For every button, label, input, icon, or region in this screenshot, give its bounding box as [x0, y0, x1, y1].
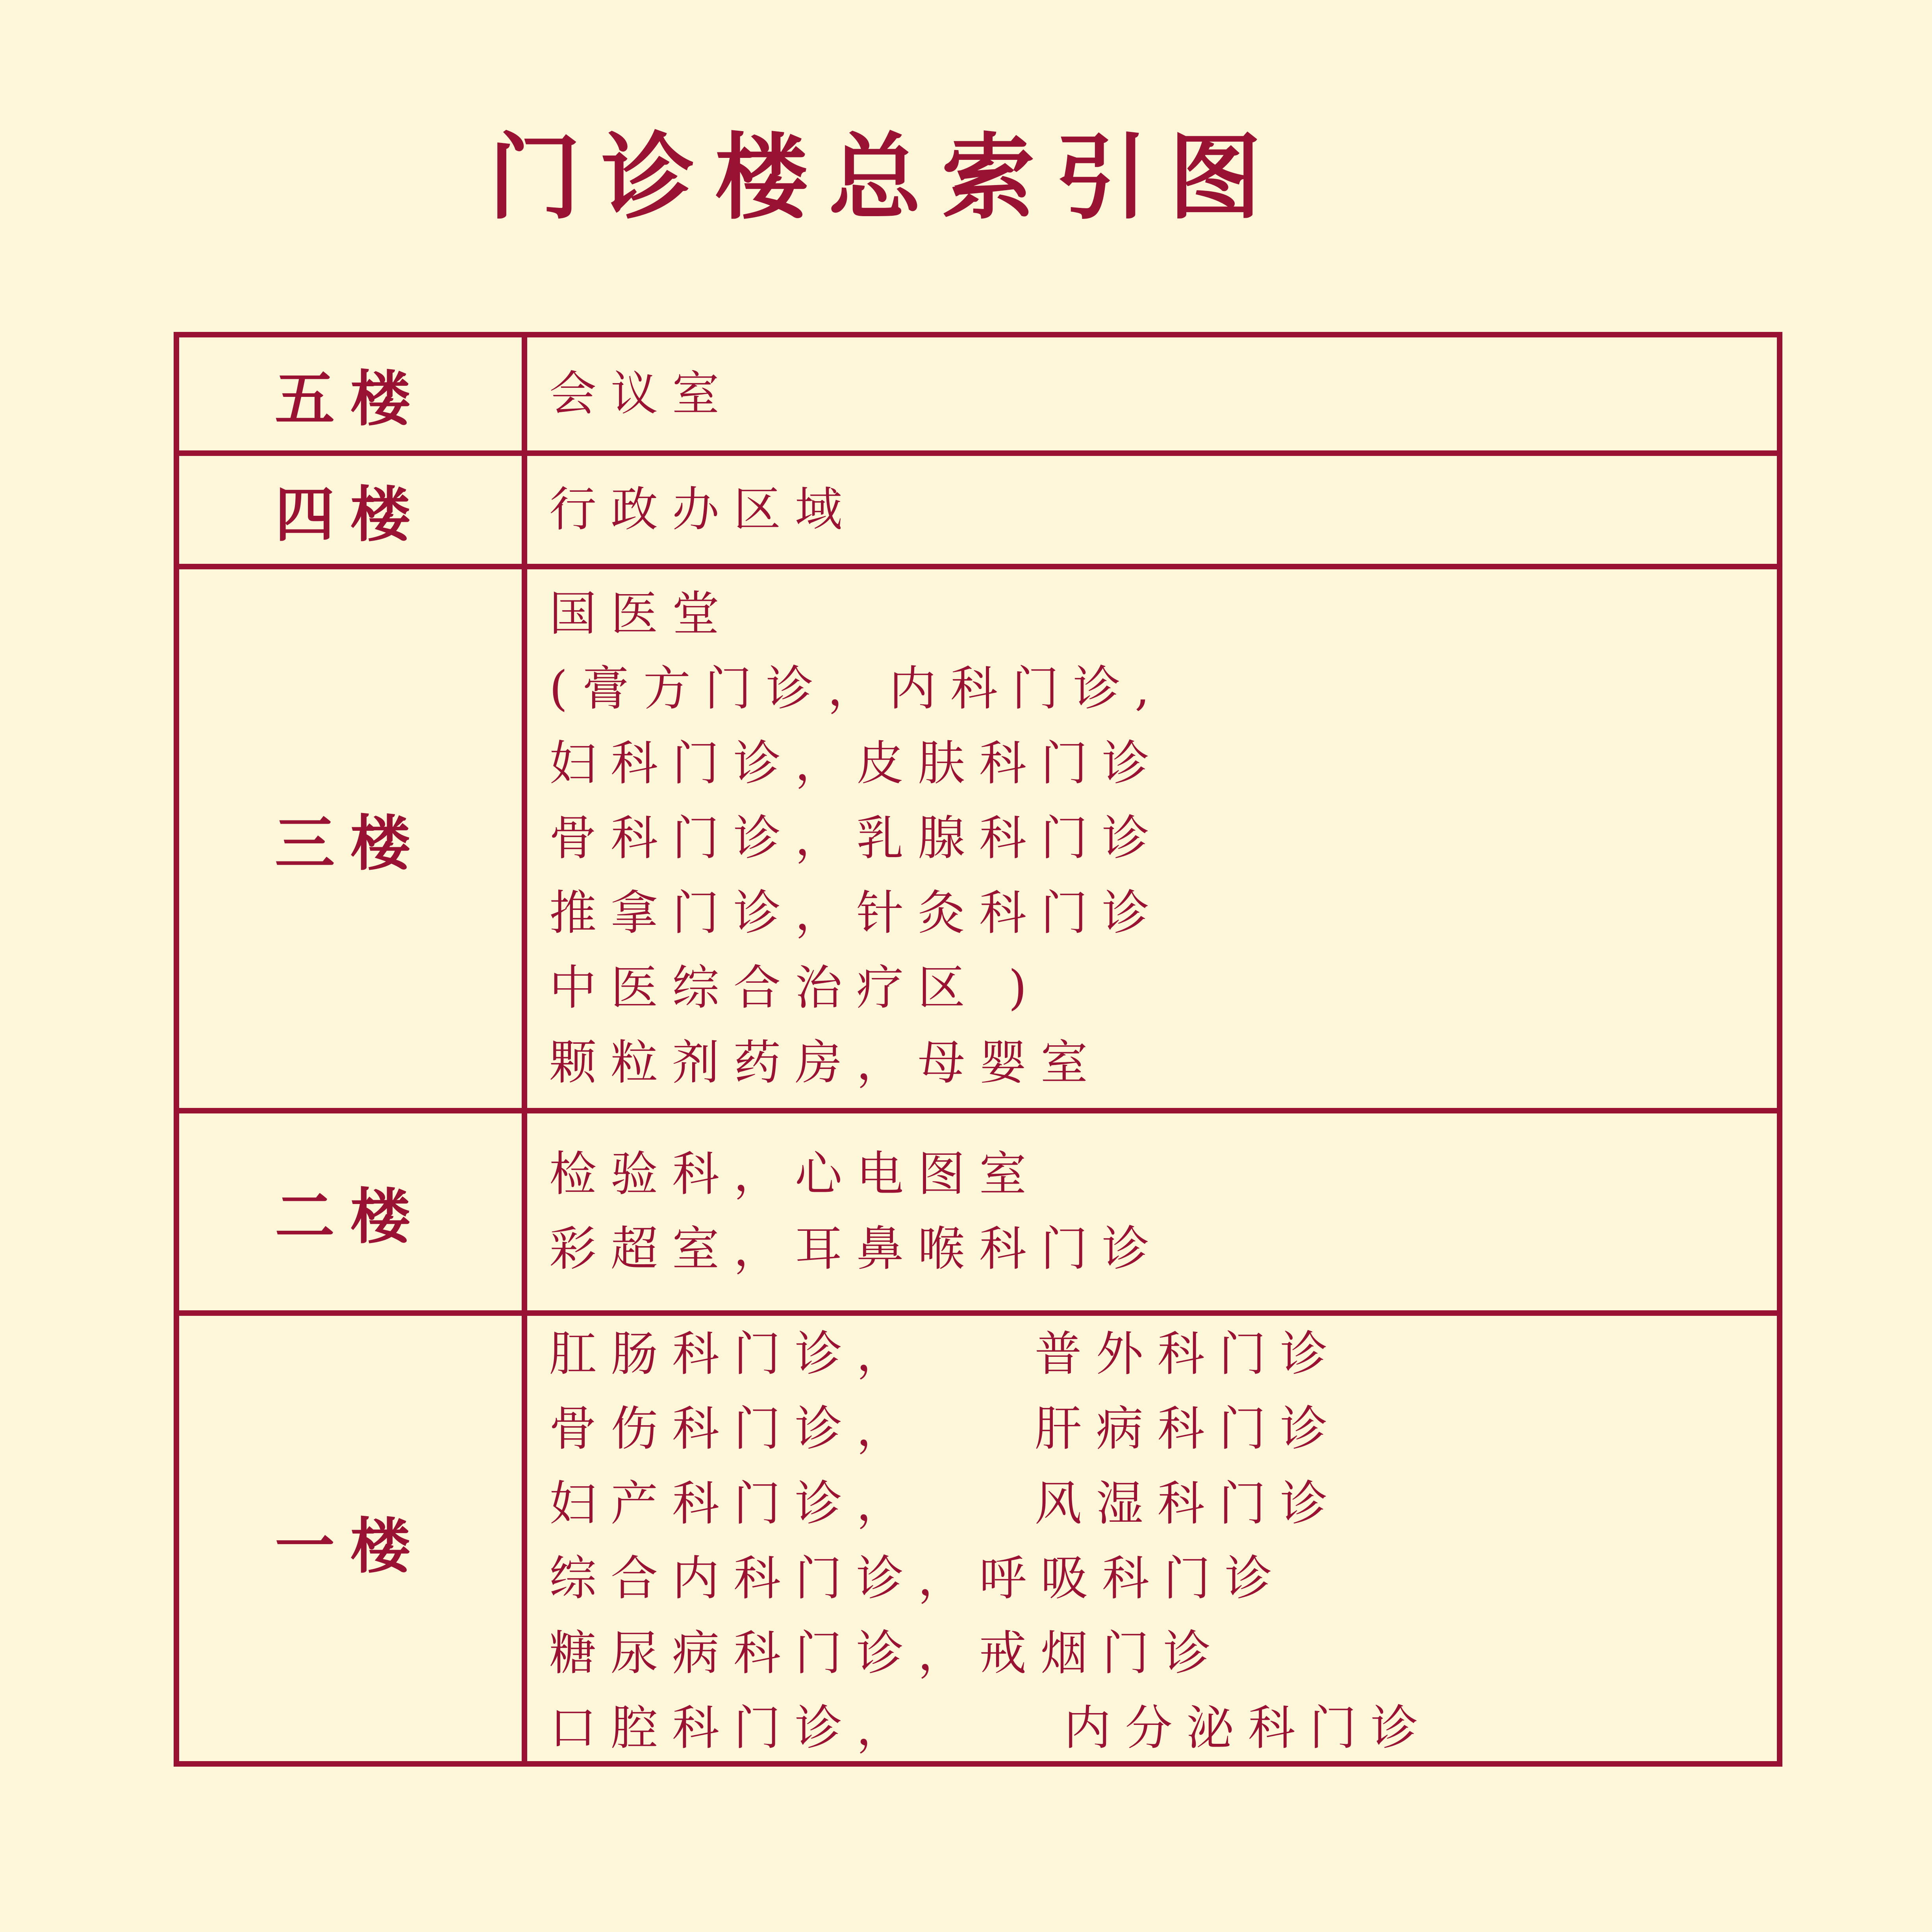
room-line: 检验科，心电图室: [549, 1147, 1041, 1202]
room-list: [549, 337, 1761, 450]
room-line: 肛肠科门诊， 普外科门诊: [549, 1326, 1342, 1382]
room-line: 口腔科门诊， 内分泌科门诊: [549, 1700, 1432, 1756]
room-line: 骨伤科门诊， 肝病科门诊: [549, 1401, 1342, 1456]
floor-row-2: [179, 1108, 1777, 1310]
room-line: 会议室: [549, 366, 734, 421]
floor-row-4: [179, 450, 1777, 564]
floor-row-5: [179, 337, 1777, 450]
floor-directory-table: [174, 332, 1782, 1767]
room-list: [549, 1113, 1761, 1310]
floor-row-3: [179, 564, 1777, 1108]
room-list: [549, 456, 1761, 564]
room-line: 妇产科门诊， 风湿科门诊: [549, 1476, 1342, 1531]
floor-label: 三楼: [275, 808, 426, 878]
floor-label: 二楼: [275, 1181, 426, 1252]
room-line: 彩超室，耳鼻喉科门诊: [549, 1222, 1163, 1276]
room-line: 推拿门诊，针灸科门诊: [549, 886, 1163, 941]
room-line: 中医综合治疗区 ): [549, 961, 1041, 1015]
floor-label: 五楼: [275, 363, 426, 434]
floor-label: 一楼: [275, 1510, 426, 1581]
room-line: 骨科门诊，乳腺科门诊: [549, 811, 1163, 866]
room-line: 行政办区域: [549, 482, 856, 537]
room-list: [549, 1316, 1761, 1767]
room-list: [549, 569, 1761, 1108]
room-line: 颗粒剂药房，母婴室: [549, 1035, 1102, 1090]
floor-row-1: [179, 1310, 1777, 1767]
room-line: 国医堂: [549, 587, 734, 641]
room-line: 糖尿病科门诊，戒烟门诊: [549, 1626, 1225, 1681]
floor-label: 四楼: [275, 479, 426, 550]
room-line: (膏方门诊，内科门诊,: [549, 661, 1164, 716]
room-line: 综合内科门诊，呼吸科门诊: [549, 1551, 1286, 1606]
page-title: 门诊楼总索引图: [488, 122, 1282, 232]
room-line: 妇科门诊，皮肤科门诊: [549, 736, 1163, 791]
